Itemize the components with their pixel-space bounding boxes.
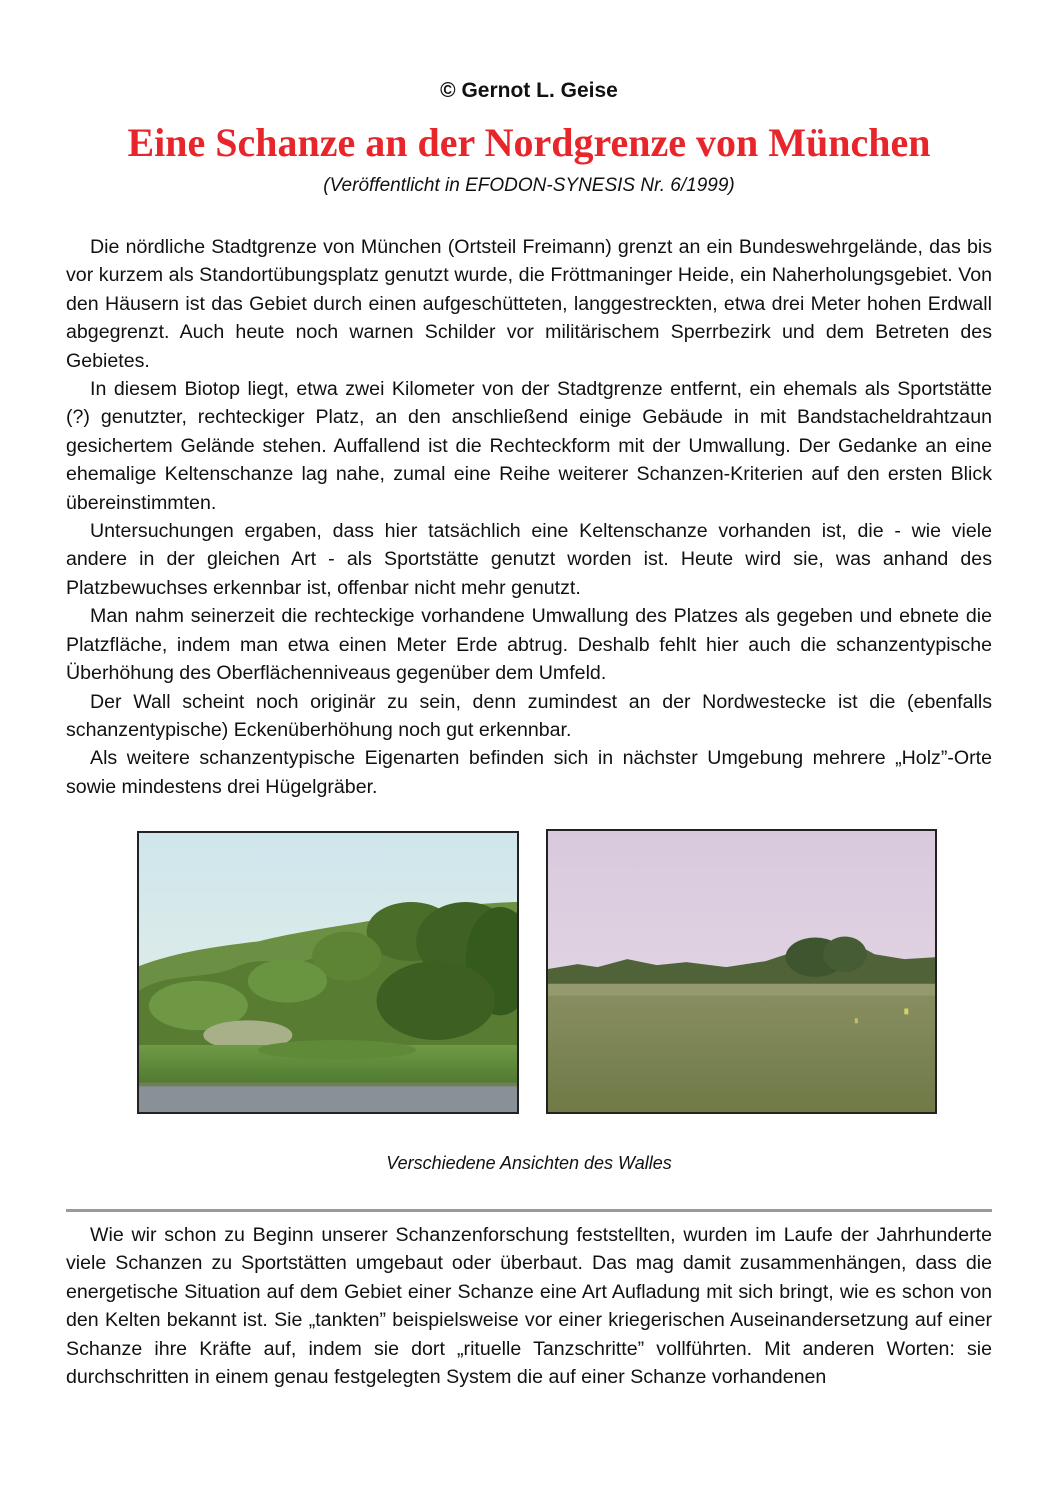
section-divider bbox=[66, 1209, 992, 1212]
paragraph: Man nahm seinerzeit die rechteckige vorhandene Umwallung des Platzes als gegeben und ebnete die Platzfläche, indem man etwa einen Meter Erde abtrug. Deshalb fehlt hier auch die schanzentypische Überhöhung des Oberflächenniveaus gegenüber dem Umfeld. bbox=[66, 605, 992, 685]
paragraph: Als weitere schanzentypische Eigenarten befinden sich in nächster Umgebung mehrere „Holz”-Orte sowie mindestens drei Hügelgräber. bbox=[66, 747, 992, 798]
article-title: Eine Schanze an der Nordgrenze von München bbox=[127, 120, 931, 165]
article-body-continued bbox=[66, 1221, 992, 1391]
photo-embankment-image bbox=[139, 833, 517, 1112]
paragraph: In diesem Biotop liegt, etwa zwei Kilometer von der Stadtgrenze entfernt, ein ehemals als Sportstätte (?) genutzter, rechteckiger Platz, an den anschließend einige Gebäude in mit Bandstacheldrahtzaun gesichertem Gelände stehen. Auffallend ist die Rechteckform mit der Umwallung. Der Gedanke an eine ehemalige Keltenschanze lag nahe, zumal eine Reihe weiterer Schanzen-Kriterien auf den ersten Blick übereinstimmten. bbox=[66, 378, 992, 514]
author-line: © Gernot L. Geise bbox=[440, 79, 618, 102]
photo-open-field bbox=[546, 829, 937, 1114]
paragraph: Untersuchungen ergaben, dass hier tatsächlich eine Keltenschanze vorhanden ist, die - wie viele andere in der gleichen Art - als Sportstätte genutzt worden ist. Heute wird sie, was anhand des Platzbewuchses erkennbar ist, offenbar nicht mehr genutzt. bbox=[66, 520, 992, 599]
figure-caption: Verschiedene Ansichten des Walles bbox=[386, 1153, 672, 1173]
article-body bbox=[66, 233, 992, 801]
paragraph: Die nördliche Stadtgrenze von München (Ortsteil Freimann) grenzt an ein Bundeswehrgelände, das bis vor kurzem als Standortübungsplatz genutzt wurde, die Fröttmaninger Heide, ein Naherholungsgebiet. Von den Häusern ist das Gebiet durch einen aufgeschütteten, langgestreckten, etwa drei Meter hohen Erdwall abgegrenzt. Auch heute noch warnen Schilder vor militärischem Sperrbezirk und dem Betreten des Gebietes. bbox=[66, 236, 992, 372]
photo-embankment-vegetation bbox=[137, 831, 519, 1114]
paragraph: Der Wall scheint noch originär zu sein, denn zumindest an der Nordwestecke ist die (ebenfalls schanzentypische) Eckenüberhöhung noch gut erkennbar. bbox=[66, 690, 992, 741]
publication-note: (Veröffentlicht in EFODON-SYNESIS Nr. 6/1999) bbox=[323, 175, 735, 196]
photo-field-image bbox=[548, 831, 935, 1112]
paragraph: Wie wir schon zu Beginn unserer Schanzenforschung feststellten, wurden im Laufe der Jahrhunderte viele Schanzen zu Sportstätten umgebaut oder überbaut. Das mag damit zusammenhängen, dass die energetische Situation auf dem Gebiet einer Schanze eine Art Aufladung mit sich bringt, wie es schon von den Kelten bekannt ist. Sie „tankten” beispielsweise vor einer kriegerischen Auseinandersetzung auf einer Schanze ihre Kräfte auf, indem sie dort „rituelle Tanzschritte” vollführten. Mit anderen Worten: sie durchschritten in einem genau festgelegten System die auf einer Schanze vorhandenen bbox=[66, 1224, 992, 1389]
